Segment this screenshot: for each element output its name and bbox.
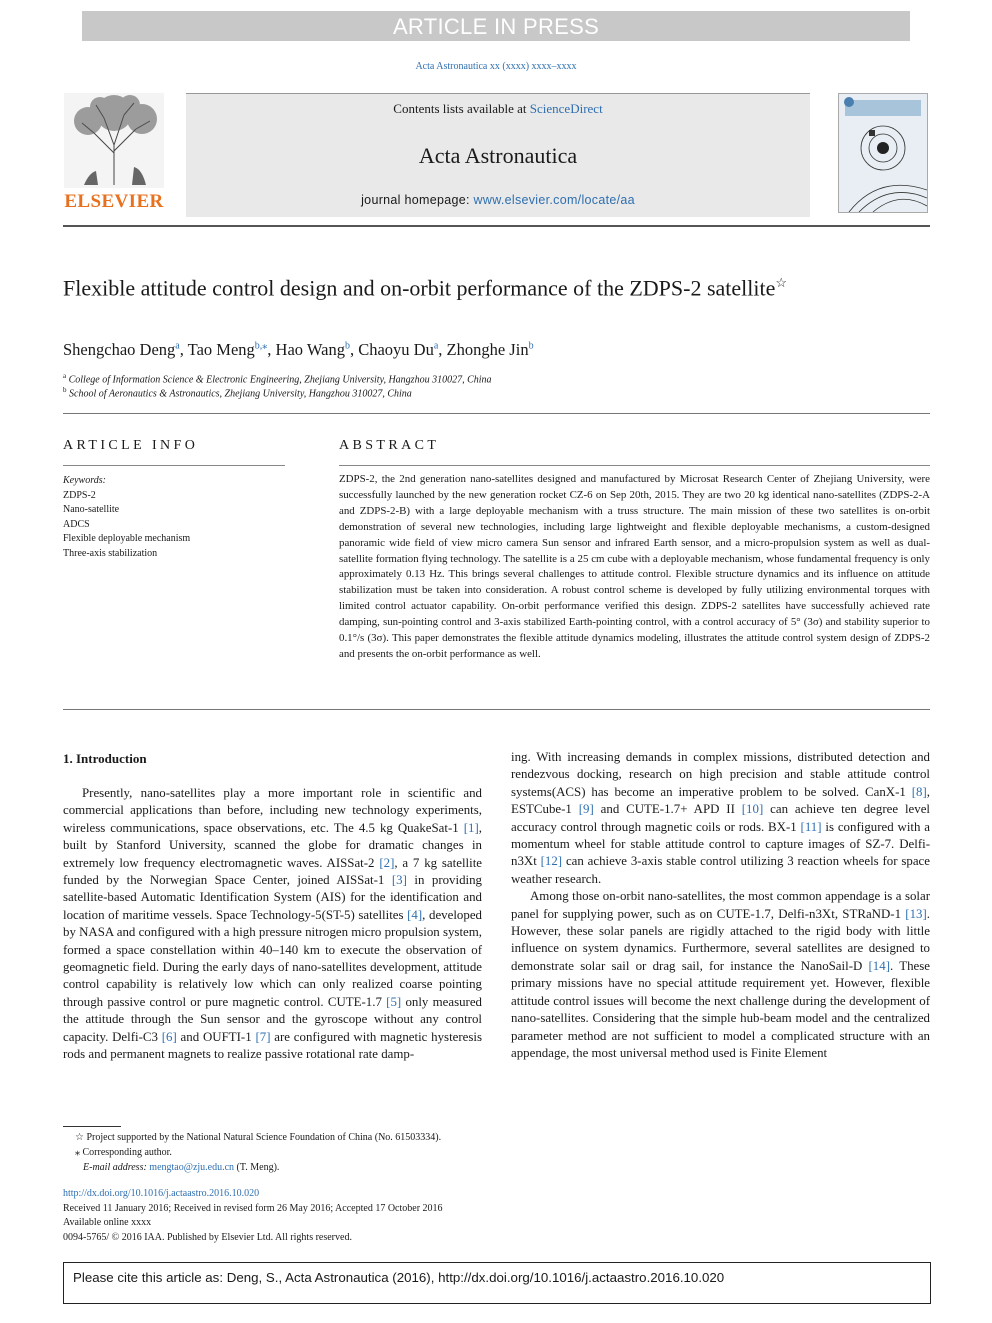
text-run: are configured with magnetic hysteresis rods and permanent magnets to realize passive rotational rate damp- [63, 1029, 483, 1062]
abstract-text: ZDPS-2, the 2nd generation nano-satellites designed and manufactured by Microsat Research Center of Zhejiang University, were successfully launched by the new generation rocket CZ-6 on Sep 20th, 2015. They are two 20 kg identical nano-satellites (ZDPS-2-A and ZDPS-2-B) with a large deployable mechanism with a truss structure. The main mission of these two satellites is on-orbit demonstration of several new technologies, including large lightweight and flexible deployable mechanisms, a custom-designed panoramic wide field of view micro camera Sun sensor and infrared Earth sensor, and a micro-propulsion system as well as dual-satellite formation flying technology. The satellite is a 25 cm cube with a deployable mechanism, whose fundamental frequency is only approximately 0.13 Hz. This brings several challenges to attitude control. Flexible structure dynamics and its influence on attitude stabilization must be taken into consideration. A robust control scheme is developed by fully utilizing environmental torques with limited control actuator capability. On-orbit performance verified this design. ZDPS-2 satellites have successfully achieved rate damping, sun-pointing control and 3-axis stabilized Earth-pointing control, with a control accuracy of 5° (3σ) and stability superior to 0.1°/s (3σ). This paper demonstrates the flexible attitude dynamics modeling, illustrates the attitude control system design of ZDPS-2 and presents the on-orbit performance as well. [339, 473, 930, 660]
homepage-link[interactable]: www.elsevier.com/locate/aa [473, 193, 635, 207]
copyright: 0094-5765/ © 2016 IAA. Published by Elsevier Ltd. All rights reserved. [63, 1231, 352, 1243]
divider [63, 709, 930, 710]
text-run: and OUFTI-1 [176, 1029, 256, 1044]
footnote-rule [63, 1126, 121, 1127]
affiliation-b [63, 386, 412, 399]
citation-link[interactable]: [3] [391, 873, 407, 888]
citation-link[interactable]: [9] [578, 802, 594, 817]
text-run: and CUTE-1.7+ APD II [593, 802, 742, 817]
contents-line [186, 101, 810, 117]
text-run: can achieve 3-axis stable control utilizing 3 reaction wheels for space weather research. [511, 854, 930, 886]
affiliation-mark: a [63, 372, 67, 380]
keywords-block [63, 474, 190, 561]
affil-mark[interactable]: a [175, 340, 180, 352]
email-label: E-mail address: [83, 1162, 147, 1173]
section-heading-introduction: 1. Introduction [63, 751, 147, 766]
footnote-corresponding [63, 1145, 441, 1160]
elsevier-wordmark: ELSEVIER [64, 191, 164, 212]
article-info-heading: ARTICLE INFO [63, 438, 199, 453]
text-run: , built by Stanford University, scanned the globe for dramatic changes in extremely low frequency electromagnetic waves. AISSat-2 [63, 820, 482, 870]
text-run: Presently, nano-satellites play a more important role in scientific and commercial applications than before, including new technology experiments, wireless communications, space observations, etc. The 4.5 kg QuakeSat-1 [63, 786, 482, 835]
abstract-heading: ABSTRACT [339, 438, 440, 453]
header-rule [63, 225, 930, 227]
divider [339, 465, 930, 466]
text-run: can achieve ten degree level accuracy control through magnetic coils or rods. BX-1 [511, 802, 931, 834]
citation-link[interactable]: [11] [800, 819, 822, 834]
text-run: , ESTCube-1 [511, 784, 930, 817]
footnote-mark: ⁎ [75, 1147, 80, 1158]
keywords-label: Keywords: [63, 475, 106, 486]
text-run: is configured with a momentum wheel for stable attitude control to capture images of SZ-7. Delfi-n3Xt [511, 819, 930, 869]
text-run: , developed by NASA and configured with a high pressure nitrogen micro propulsion system, formed a space constellation within 40–140 km to execute the observation of geomagnetic field. During the early days of nano-satellites development, attitude control capability is relatively low which can only realized coarse pointing through passive control or pure magnetic control. CUTE-1.7 [63, 907, 482, 1009]
footnotes [63, 1130, 441, 1175]
affil-mark[interactable]: a [433, 340, 439, 352]
footnote-text: Corresponding author. [82, 1147, 172, 1158]
citation-link[interactable]: [7] [255, 1029, 271, 1044]
publication-info [63, 1187, 443, 1245]
journal-citation[interactable]: Acta Astronautica xx (xxxx) xxxx–xxxx [415, 61, 577, 72]
keyword: ADCS [63, 518, 90, 530]
body-column-right [511, 749, 930, 1062]
history-dates: Received 11 January 2016; Received in revised form 26 May 2016; Accepted 17 October 2016 [63, 1202, 443, 1214]
doi-link[interactable]: http://dx.doi.org/10.1016/j.actaastro.2016.10.020 [63, 1188, 260, 1199]
text-run: Among those on-orbit nano-satellites, the most common appendage is a solar panel for supplying power, such as on CUTE-1.7, Delfi-n3Xt, STRaND-1 [511, 889, 930, 921]
author-du: Chaoyu Du [358, 340, 434, 359]
text-run: in providing satellite-based Automatic Identification System (AIS) for the identification and location of maritime vessels. Space Technology-5(ST-5) satellites [63, 873, 482, 922]
divider [63, 465, 285, 466]
text-run: , a 7 kg satellite funded by the Norwegian Space Center, joined AISSat-1 [63, 855, 482, 888]
affil-mark[interactable]: b,⁎ [254, 340, 268, 352]
paragraph [511, 749, 930, 888]
affiliation-text: College of Information Science & Electronic Engineering, Zhejiang University, Hangzhou 310027, China [68, 374, 492, 386]
journal-name: Acta Astronautica [418, 143, 578, 168]
citation-link[interactable]: [4] [407, 907, 423, 922]
affiliation-text: School of Aeronautics & Astronautics, Zhejiang University, Hangzhou 310027, China [69, 388, 412, 400]
affiliation-mark: b [63, 386, 67, 394]
paragraph [63, 785, 482, 1064]
author-list: Shengchao Deng$^a$, Tao Meng$^{b,⁎}$, Hao Wang$^b$, Chaoyu Du$^a$, Zhonghe Jin$^b$ [63, 340, 534, 359]
article-in-press-banner: ARTICLE IN PRESS [82, 11, 910, 41]
contents-prefix: Contents lists available at [393, 101, 527, 116]
text-run: . However, these solar panels are rigidly attached to the rigid body with little influence on system dynamics. Furthermore, several satellites are designed to demonstrate solar sail or drag sail, for instance the NanoSail-D [511, 906, 930, 973]
footnote-text: Project supported by the National Natural Science Foundation of China (No. 61503334). [86, 1132, 442, 1143]
keyword: Three-axis stabilization [63, 547, 158, 559]
footnote-project [63, 1130, 441, 1145]
footnote-email [63, 1160, 441, 1175]
citation-link[interactable]: [13] [905, 906, 927, 921]
please-cite-text: Please cite this article as: Deng, S., Acta Astronautica (2016), http://dx.doi.org/10.1016/j.actaastro.2016.10.020 [73, 1270, 725, 1285]
article-title-text: Flexible attitude control design and on-orbit performance of the ZDPS-2 satellite [63, 275, 776, 301]
text-run: ing. With increasing demands in complex missions, distributed detection and rendezvous docking, research on high precision and stable attitude control systems(ACS) has become an imperative problem to be solved. CanX-1 [511, 750, 930, 799]
keyword: ZDPS-2 [63, 489, 96, 501]
keyword: Nano-satellite [63, 504, 120, 515]
citation-link[interactable]: [2] [379, 855, 395, 870]
text-run: . These primary missions have no special attitude requirement yet. However, flexible attitude control issues will become the next challenge during the development of nano-satellites. Considering that the simple hub-beam model and the centralized parameter method are not sufficient to model a complicated structure with an appendage, the most universal method used is Finite Element [511, 958, 930, 1060]
text-run: only measured the attitude through the Sun sensor and the gyroscope without any control capacity. Delfi-C3 [63, 994, 482, 1044]
email-link[interactable]: mengtao@zju.edu.cn [149, 1162, 235, 1173]
journal-cover-thumbnail [838, 93, 928, 213]
keyword: Flexible deployable mechanism [63, 533, 191, 544]
homepage-prefix: journal homepage: [361, 193, 470, 207]
email-suffix: (T. Meng). [236, 1162, 280, 1173]
author-wang: Hao Wang [275, 340, 345, 359]
citation-link[interactable]: [5] [386, 994, 402, 1009]
citation-link[interactable]: [10] [741, 802, 764, 817]
homepage-line [186, 193, 810, 207]
affil-mark[interactable]: b [344, 340, 350, 352]
footnote-mark: ☆ [75, 1132, 84, 1143]
body-column-left [63, 785, 482, 1064]
article-title [63, 268, 843, 302]
citation-link[interactable]: [1] [463, 820, 479, 835]
available-online: Available online xxxx [63, 1217, 152, 1228]
divider [63, 413, 930, 414]
affiliation-a [63, 372, 492, 385]
paragraph [511, 888, 930, 1062]
title-footnote-mark[interactable]: ☆ [775, 275, 788, 290]
sciencedirect-link[interactable]: ScienceDirect [529, 101, 603, 116]
author-deng: Shengchao Deng [63, 340, 176, 359]
citation-link[interactable]: [12] [540, 854, 563, 869]
author-meng: Tao Meng [187, 340, 255, 359]
citation-link[interactable]: [6] [161, 1029, 177, 1044]
affil-mark[interactable]: b [528, 340, 534, 352]
author-jin: Zhonghe Jin [446, 340, 529, 359]
citation-link[interactable]: [8] [911, 784, 927, 799]
citation-link[interactable]: [14] [868, 958, 890, 973]
